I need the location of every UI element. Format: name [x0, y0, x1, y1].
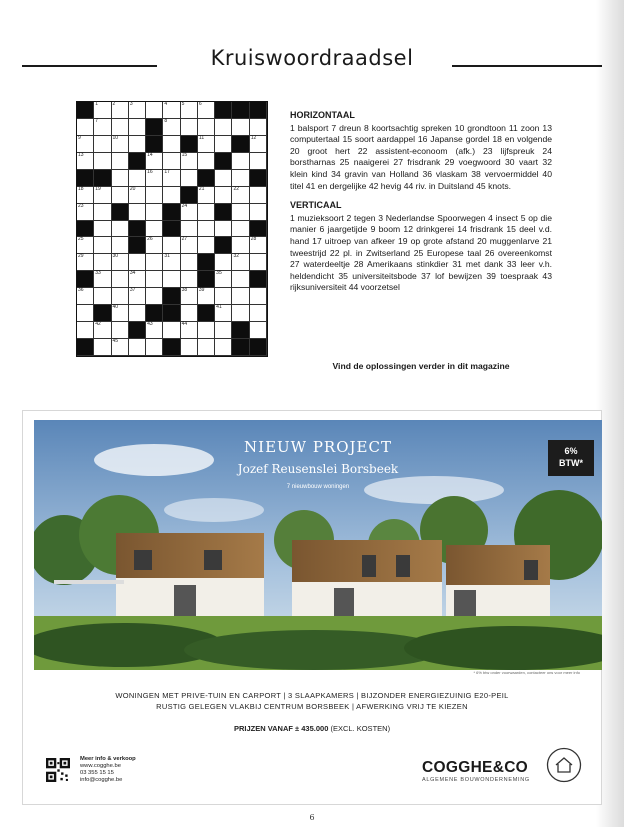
crossword-clue-number: 38	[181, 287, 188, 294]
crossword-black-cell	[129, 322, 146, 339]
crossword-clue-number: 11	[198, 134, 205, 141]
crossword-black-cell	[198, 271, 215, 288]
crossword-cell[interactable]	[94, 339, 111, 356]
crossword-black-cell	[198, 254, 215, 271]
crossword-cell[interactable]	[163, 102, 180, 119]
crossword-cell[interactable]	[94, 119, 111, 136]
crossword-cell[interactable]	[129, 119, 146, 136]
crossword-cell[interactable]	[163, 271, 180, 288]
crossword-cell[interactable]	[146, 204, 163, 221]
crossword-cell[interactable]	[146, 237, 163, 254]
crossword-cell[interactable]	[232, 204, 249, 221]
crossword-cell[interactable]	[77, 237, 94, 254]
crossword-cell[interactable]	[215, 271, 232, 288]
crossword-cell[interactable]	[232, 288, 249, 305]
crossword-cell[interactable]	[146, 288, 163, 305]
crossword-cell[interactable]	[215, 119, 232, 136]
crossword-black-cell	[250, 170, 267, 187]
crossword-clue-number: 14	[147, 151, 153, 158]
crossword-cell[interactable]	[181, 204, 198, 221]
crossword-cell[interactable]	[181, 339, 198, 356]
crossword-clue-number: 41	[216, 304, 222, 311]
crossword-black-cell	[232, 136, 249, 153]
crossword-clue-number: 35	[216, 270, 222, 277]
crossword-cell[interactable]	[250, 305, 267, 322]
crossword-cell[interactable]	[94, 322, 111, 339]
crossword-clue-number: 29	[78, 253, 84, 260]
crossword-cell[interactable]	[77, 288, 94, 305]
crossword-cell[interactable]	[129, 288, 146, 305]
crossword-black-cell	[77, 221, 94, 238]
crossword-clue-number: 7	[95, 117, 99, 124]
crossword-cell[interactable]	[215, 305, 232, 322]
crossword-clue-number: 25	[78, 236, 84, 243]
crossword-cell[interactable]	[198, 221, 215, 238]
crossword-clue-number: 31	[164, 253, 170, 260]
crossword-black-cell	[198, 170, 215, 187]
contact-heading: Meer info & verkoop	[80, 756, 136, 762]
crossword-black-cell	[77, 102, 94, 119]
crossword-cell[interactable]	[181, 305, 198, 322]
crossword-cell[interactable]	[250, 204, 267, 221]
crossword-cell[interactable]	[112, 170, 129, 187]
crossword-cell[interactable]	[94, 153, 111, 170]
vertical-heading: VERTICAAL	[290, 200, 342, 211]
crossword-black-cell	[94, 305, 111, 322]
crossword-black-cell	[250, 271, 267, 288]
crossword-black-cell	[146, 136, 163, 153]
crossword-cell[interactable]	[146, 339, 163, 356]
crossword-cell[interactable]	[77, 153, 94, 170]
crossword-cell[interactable]	[94, 102, 111, 119]
horizontal-heading: HORIZONTAAL	[290, 110, 355, 120]
crossword-clue-number: 20	[129, 185, 136, 192]
crossword-cell[interactable]	[215, 288, 232, 305]
crossword-cell[interactable]	[77, 119, 94, 136]
crossword-cell[interactable]	[163, 170, 180, 187]
crossword-cell[interactable]	[198, 187, 215, 204]
crossword-clue-number: 9	[78, 134, 81, 141]
crossword-cell[interactable]	[146, 322, 163, 339]
crossword-cell[interactable]	[198, 204, 215, 221]
crossword-cell[interactable]	[215, 221, 232, 238]
crossword-clue-number: 4	[164, 101, 168, 107]
crossword-black-cell	[129, 153, 146, 170]
crossword-clue-number: 10	[112, 134, 119, 141]
page-title: Kruiswoordraadsel	[210, 46, 414, 70]
crossword-cell[interactable]	[181, 221, 198, 238]
crossword-cell[interactable]	[112, 254, 129, 271]
crossword-cell[interactable]	[112, 187, 129, 204]
crossword-black-cell	[215, 102, 232, 119]
crossword-black-cell	[181, 136, 198, 153]
crossword-clue-number: 40	[112, 304, 119, 311]
ad-subtitle: Jozef Reusenslei Borsbeek	[237, 462, 399, 476]
crossword-cell[interactable]	[198, 288, 215, 305]
crossword-cell[interactable]	[215, 322, 232, 339]
btw-label: BTW*	[559, 458, 583, 468]
crossword-cell[interactable]	[146, 187, 163, 204]
crossword-black-cell	[146, 119, 163, 136]
crossword-black-cell	[77, 271, 94, 288]
crossword-cell[interactable]	[181, 119, 198, 136]
crossword-cell[interactable]	[232, 237, 249, 254]
page-number: 6	[309, 813, 315, 822]
crossword-cell[interactable]	[215, 170, 232, 187]
crossword-black-cell	[77, 339, 94, 356]
features-line-1: WONINGEN MET PRIVE-TUIN EN CARPORT | 3 SLAAPKAMERS | BIJZONDER ENERGIEZUINIG E20-PEIL	[115, 691, 509, 700]
crossword-cell[interactable]	[163, 322, 180, 339]
crossword-cell[interactable]	[77, 322, 94, 339]
crossword-cell[interactable]	[232, 271, 249, 288]
crossword-clue-number: 24	[181, 202, 188, 209]
crossword-black-cell	[215, 153, 232, 170]
crossword-clue-number: 34	[129, 270, 136, 277]
crossword-clue-number: 3	[129, 101, 133, 107]
contact-email[interactable]: info@cogghe.be	[80, 777, 123, 783]
crossword-cell[interactable]	[181, 102, 198, 119]
ad-units: 7 nieuwbouw woningen	[286, 484, 350, 490]
crossword-black-cell	[250, 102, 267, 119]
crossword-cell[interactable]	[129, 136, 146, 153]
crossword-cell[interactable]	[129, 102, 146, 119]
contact-block	[80, 756, 136, 784]
crossword-cell[interactable]	[77, 305, 94, 322]
crossword-cell[interactable]	[198, 237, 215, 254]
crossword-black-cell	[112, 204, 129, 221]
crossword-black-cell	[94, 170, 111, 187]
crossword-black-cell	[146, 305, 163, 322]
crossword-cell[interactable]	[112, 288, 129, 305]
crossword-clue-number: 1	[95, 101, 99, 107]
crossword-cell[interactable]	[250, 288, 267, 305]
crossword-cell[interactable]	[198, 136, 215, 153]
crossword-cell[interactable]	[215, 187, 232, 204]
ad-footnote: * 6% btw onder voorwaarden, contacteer ons voor meer info	[473, 670, 580, 675]
crossword-cell[interactable]	[129, 271, 146, 288]
crossword-clue-number: 8	[164, 117, 168, 124]
crossword-black-cell	[181, 187, 198, 204]
crossword-cell[interactable]	[181, 271, 198, 288]
crossword-cell[interactable]	[112, 102, 129, 119]
crossword-cell[interactable]	[163, 254, 180, 271]
crossword-cell[interactable]	[232, 187, 249, 204]
crossword-cell[interactable]	[112, 322, 129, 339]
crossword-cell[interactable]	[163, 153, 180, 170]
crossword-clue-number: 42	[95, 321, 101, 328]
crossword-cell[interactable]	[232, 119, 249, 136]
crossword-cell[interactable]	[163, 119, 180, 136]
crossword-clue-number: 6	[198, 101, 202, 107]
crossword-black-cell	[163, 305, 180, 322]
crossword-cell[interactable]	[77, 254, 94, 271]
crossword-cell[interactable]	[250, 136, 267, 153]
crossword-black-cell	[232, 102, 249, 119]
crossword-cell[interactable]	[129, 339, 146, 356]
crossword-cell[interactable]	[181, 288, 198, 305]
crossword-cell[interactable]	[112, 136, 129, 153]
crossword-clue-number: 44	[181, 321, 188, 328]
crossword-black-cell	[250, 221, 267, 238]
ad-price	[34, 724, 590, 733]
house-logo-icon	[546, 747, 582, 783]
btw-percent: 6%	[564, 446, 578, 456]
crossword-clue-number: 19	[95, 185, 101, 192]
brand-tagline: ALGEMENE BOUWONDERNEMING	[422, 777, 530, 783]
crossword-clue-number: 33	[95, 270, 101, 277]
crossword-black-cell	[129, 237, 146, 254]
crossword-black-cell	[163, 339, 180, 356]
crossword-clue-number: 17	[164, 168, 170, 175]
crossword-cell[interactable]	[232, 305, 249, 322]
crossword-cell[interactable]	[250, 153, 267, 170]
crossword-cell[interactable]	[181, 254, 198, 271]
crossword-cell[interactable]	[232, 170, 249, 187]
crossword-cell[interactable]	[181, 322, 198, 339]
crossword-cell[interactable]	[129, 254, 146, 271]
crossword-cell[interactable]	[112, 271, 129, 288]
crossword-clue-number: 23	[78, 202, 84, 209]
crossword-cell[interactable]	[146, 271, 163, 288]
crossword-clue-number: 45	[112, 338, 119, 345]
horizontal-clues: 1 balsport 7 dreun 8 koortsachtig spreken 10 grondtoon 11 zoon 13 computertaal 15 soort aardappel 16 Japanse gordel 18 en volgende 20 groot hert 22 assistent-econoom (afk.) 23 lijfspreuk 24 borstharnas 25 naaigerei 27 frisdrank 29 voegwoord 30 vaart 32 klein kind 34 gravin van Holland 36 vlaskam 38 vervoermiddel 40 titel 41 en dergelijke 42 hevig 44 riv. in Duitsland 45 knots.	[290, 122, 552, 191]
crossword-clue-number: 15	[181, 151, 188, 158]
crossword-clue-number: 18	[78, 185, 84, 192]
brand-logo: COGGHE&CO	[422, 759, 529, 776]
crossword-cell[interactable]	[198, 153, 215, 170]
crossword-cell[interactable]	[129, 170, 146, 187]
crossword-clue-number: 2	[112, 101, 116, 107]
crossword-cell[interactable]	[112, 237, 129, 254]
crossword-cell[interactable]	[181, 170, 198, 187]
crossword-cell[interactable]	[232, 221, 249, 238]
crossword-cell[interactable]	[215, 339, 232, 356]
crossword-cell[interactable]	[215, 136, 232, 153]
crossword-cell[interactable]	[250, 254, 267, 271]
crossword-clue-number: 26	[147, 236, 153, 243]
solutions-note: Vind de oplossingen verder in dit magazine	[332, 361, 510, 371]
houses-illustration	[34, 420, 602, 670]
crossword-black-cell	[250, 339, 267, 356]
crossword-cell[interactable]	[250, 237, 267, 254]
crossword-cell[interactable]	[215, 254, 232, 271]
ad-features	[34, 690, 590, 712]
crossword-clue-number: 30	[112, 253, 119, 260]
vertical-clues: 1 muzieksoort 2 tegen 3 Nederlandse Spoorwegen 4 insect 5 op die manier 6 jaargetijde 9 boom 12 drinkgerei 14 frisdrank 15 deel v.d. hand 17 uitroep van afkeer 19 op grote afstand 20 muggenlarve 21 tweestrijd 22 pl. in Zwitserland 25 Europese taal 26 overeenkomst 27 waterdeeltje 28 Amerikaans stinkdier 31 met dank 33 leer v.h. heldendicht 35 universiteitsbode 37 lof bewijzen 39 toespraak 43 rijksuniversiteit 44 voorzetsel	[290, 212, 552, 293]
crossword-clue-number: 13	[78, 151, 84, 158]
crossword-cell[interactable]	[163, 136, 180, 153]
crossword-black-cell	[129, 221, 146, 238]
crossword-clue-number: 27	[181, 236, 188, 243]
crossword-cell[interactable]	[146, 254, 163, 271]
crossword-cell[interactable]	[112, 221, 129, 238]
crossword-cell[interactable]	[94, 221, 111, 238]
crossword-cell[interactable]	[232, 153, 249, 170]
crossword-cell[interactable]	[94, 237, 111, 254]
crossword-cell[interactable]	[250, 187, 267, 204]
qr-code-icon[interactable]	[46, 758, 70, 782]
crossword-grid	[76, 101, 268, 357]
crossword-cell[interactable]	[77, 187, 94, 204]
crossword-black-cell	[232, 339, 249, 356]
price-note: (EXCL. KOSTEN)	[330, 724, 391, 733]
title-row	[22, 46, 602, 78]
crossword-cell[interactable]	[94, 288, 111, 305]
project-photo	[34, 420, 602, 670]
crossword-cell[interactable]	[250, 322, 267, 339]
title-rule-right	[452, 65, 602, 67]
crossword-clue-number: 28	[250, 236, 257, 243]
crossword-cell[interactable]	[94, 187, 111, 204]
crossword-cell[interactable]	[198, 339, 215, 356]
crossword-clue-number: 12	[250, 134, 257, 141]
crossword-black-cell	[232, 322, 249, 339]
crossword-cell[interactable]	[232, 254, 249, 271]
crossword-clue-number: 22	[233, 185, 240, 192]
crossword-cell[interactable]	[94, 204, 111, 221]
crossword-cell[interactable]	[146, 221, 163, 238]
crossword-cell[interactable]	[77, 136, 94, 153]
crossword-clue-number: 5	[181, 101, 185, 107]
crossword-cell[interactable]	[181, 237, 198, 254]
crossword-cell[interactable]	[112, 339, 129, 356]
crossword-cell[interactable]	[129, 204, 146, 221]
crossword-clue-number: 36	[78, 287, 84, 294]
crossword-cell[interactable]	[112, 119, 129, 136]
crossword-cell[interactable]	[198, 119, 215, 136]
crossword-cell[interactable]	[112, 305, 129, 322]
crossword-cell[interactable]	[129, 305, 146, 322]
crossword-cell[interactable]	[129, 187, 146, 204]
price-label: PRIJZEN VANAF ± 435.000	[233, 724, 329, 733]
crossword-clue-number: 43	[147, 321, 153, 328]
crossword-cell[interactable]	[94, 136, 111, 153]
crossword-cell[interactable]	[163, 237, 180, 254]
crossword-clue-number: 21	[198, 185, 205, 192]
crossword-cell[interactable]	[146, 102, 163, 119]
crossword-cell[interactable]	[146, 170, 163, 187]
crossword-black-cell	[163, 288, 180, 305]
crossword-cell[interactable]	[163, 187, 180, 204]
crossword-cell[interactable]	[250, 119, 267, 136]
crossword-black-cell	[198, 305, 215, 322]
crossword-cell[interactable]	[94, 254, 111, 271]
btw-badge	[548, 440, 594, 476]
crossword-black-cell	[163, 221, 180, 238]
crossword-cell[interactable]	[112, 153, 129, 170]
crossword-clue-number: 32	[233, 253, 240, 260]
crossword-clue-number: 16	[147, 168, 153, 175]
crossword-clue-number: 39	[198, 287, 205, 294]
ad-title: NIEUW PROJECT	[244, 438, 392, 456]
crossword-clue-number: 37	[129, 287, 136, 294]
crossword-cell[interactable]	[198, 102, 215, 119]
clues-panel	[290, 110, 552, 302]
crossword-black-cell	[215, 237, 232, 254]
crossword-black-cell	[215, 204, 232, 221]
crossword-cell[interactable]	[198, 322, 215, 339]
contact-website[interactable]: www.cogghe.be	[80, 763, 121, 769]
crossword-black-cell	[163, 204, 180, 221]
crossword-cell[interactable]	[181, 153, 198, 170]
features-line-2: RUSTIG GELEGEN VLAKBIJ CENTRUM BORSBEEK | AFWERKING VRIJ TE KIEZEN	[156, 702, 468, 711]
crossword-black-cell	[77, 170, 94, 187]
crossword-cell[interactable]	[94, 271, 111, 288]
contact-phone[interactable]: 03 355 15 15	[80, 770, 114, 776]
crossword-cell[interactable]	[77, 204, 94, 221]
crossword-cell[interactable]	[146, 153, 163, 170]
